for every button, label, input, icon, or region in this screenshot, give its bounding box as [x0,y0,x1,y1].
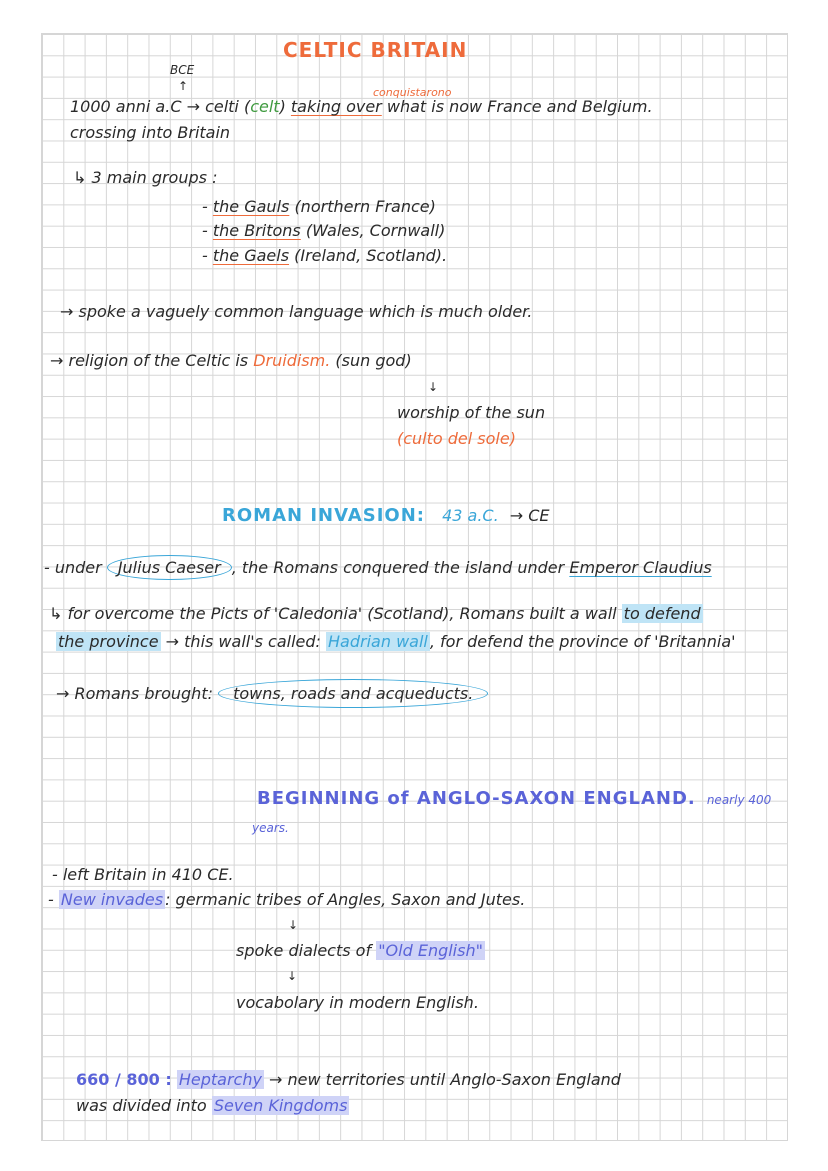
worship-line: worship of the sun [397,403,546,422]
bce-note: BCE [170,63,195,77]
spoke-language-line: → spoke a vaguely common language which is much older. [60,302,533,321]
julius-caeser: Julius Caeser [107,555,232,580]
spoke-dialects: spoke dialects of [236,941,372,960]
brought-a: → Romans brought: [56,684,213,703]
arrow-up-icon: ↑ [178,79,189,93]
group-name-gaels: the Gaels [212,246,290,265]
overcome-c: , for defend the province of 'Britannia' [429,632,736,651]
group-name-britons: the Britons [212,221,301,240]
group-rest-gaels: (Ireland, Scotland). [294,246,448,265]
group-rest-britons: (Wales, Cornwall) [305,221,446,240]
years-range: 660 / 800 : [76,1070,172,1089]
section-title-celtic: CELTIC BRITAIN [283,38,468,62]
celt-word: celt [250,97,280,116]
invaders-dash: - [48,890,54,909]
religion-b: (sun god) [335,351,412,370]
group-dash: - [202,246,208,265]
arrow-down-icon: ↓ [287,969,298,983]
heptarchy-line [76,1070,621,1090]
to-defend-highlight: to defend [623,604,701,623]
divided-text: was divided into [76,1096,207,1115]
tribes-text: : germanic tribes of Angles, Saxon and Jutes. [165,890,526,909]
section-title-roman: ROMAN INVASION: [222,505,425,526]
celts-line-1 [70,97,653,117]
brought-line [56,684,488,704]
arrow-down-icon: ↓ [428,380,439,394]
group-gauls [202,197,436,217]
vocabolary-line: vocabolary in modern English. [236,993,479,1012]
nearly-400: nearly 400 [706,793,772,807]
old-english-highlight: "Old English" [378,941,483,960]
overcome-b: → this wall's called: [165,632,321,651]
dialects-line [236,941,485,961]
group-dash: - [202,221,208,240]
arrow-down-icon: ↓ [288,918,299,932]
group-gaels [202,246,447,266]
conquistarono-note: conquistarono [373,86,452,99]
overcome-line-2 [56,632,736,652]
under-b: , the Romans conquered the island under [231,558,565,577]
groups-intro: ↳ 3 main groups : [73,168,218,187]
towns-roads-acqueducts: towns, roads and acqueducts. [218,679,488,708]
julius-line [44,558,712,578]
celts-line-2: crossing into Britain [70,123,231,142]
emperor-claudius: Emperor Claudius [569,558,712,577]
religion-line [50,351,412,371]
new-invaders-highlight: New invades [60,890,164,909]
invaders-line [48,890,525,910]
celts-line-1-c: what is now France and Belgium. [386,97,653,116]
heptarchy-rest: → new territories until Anglo-Saxon England [269,1070,621,1089]
celts-line-1-b: ) [279,97,286,116]
heptarchy-highlight: Heptarchy [178,1070,262,1089]
hadrian-wall-highlight: Hadrian wall [328,632,428,651]
the-province-highlight: the province [58,632,159,651]
culto-line: (culto del sole) [397,429,516,448]
group-britons [202,221,445,241]
overcome-line-1 [49,604,703,624]
group-dash: - [202,197,208,216]
group-name-gauls: the Gauls [212,197,290,216]
roman-header [222,506,550,526]
overcome-a: ↳ for overcome the Picts of 'Caledonia' (Scotland), Romans built a wall [49,604,617,623]
celts-line-1-a: 1000 anni a.C → celti ( [70,97,251,116]
seven-kingdoms-highlight: Seven Kingdoms [213,1096,348,1115]
religion-a: → religion of the Celtic is [50,351,249,370]
group-rest-gauls: (northern France) [294,197,436,216]
years-note: years. [252,821,289,835]
section-title-anglo: BEGINNING of ANGLO-SAXON ENGLAND. [257,788,696,809]
roman-date: 43 a.C. [442,506,499,525]
anglo-header [257,789,771,810]
under-a: - under [44,558,102,577]
divided-line [76,1096,349,1116]
druidism: Druidism. [253,351,331,370]
left-britain-line: - left Britain in 410 CE. [52,865,234,884]
taking-over: taking over [290,97,382,116]
roman-ce: → CE [509,506,550,525]
